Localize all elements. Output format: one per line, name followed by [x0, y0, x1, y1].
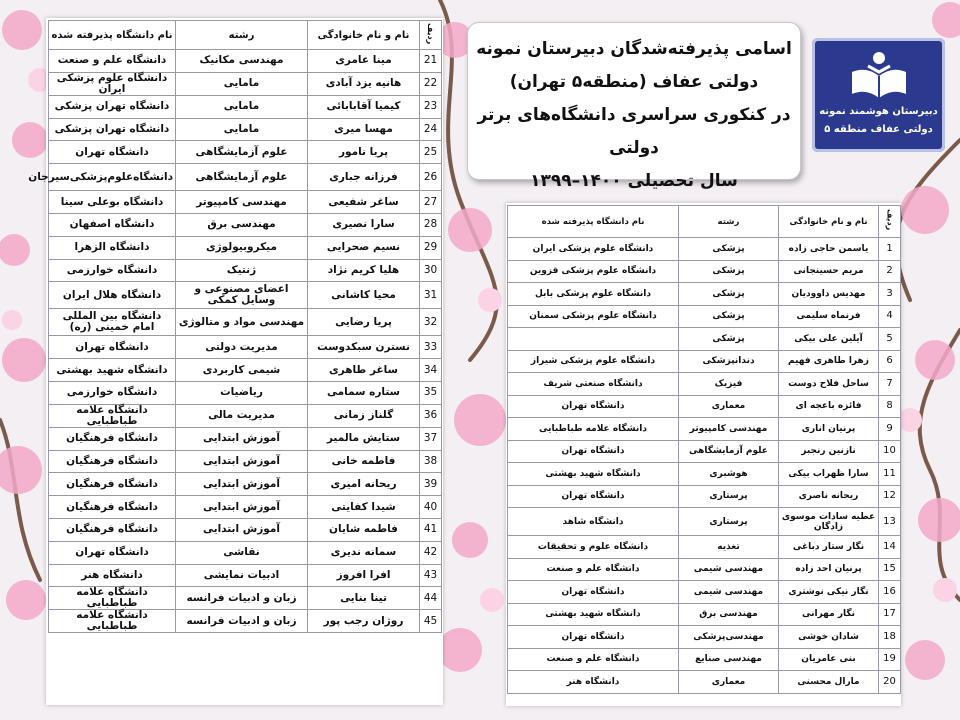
- table-row: [49, 72, 442, 95]
- title-line-2: دولتی عفاف (منطقه۵ تهران): [509, 72, 759, 92]
- row-number-cell: 6: [879, 350, 901, 373]
- university-cell: دانشگاه علوم پزشکی سمنان: [508, 305, 679, 328]
- university-cell: دانشگاه‌علوم‌پزشکی‌سیرجان: [49, 164, 176, 191]
- row-number-cell: 36: [420, 404, 442, 427]
- student-name-cell: فاطمه شایان: [308, 518, 420, 541]
- row-number-cell: 26: [420, 164, 442, 191]
- table-row: [508, 350, 901, 373]
- student-name-cell: نگار ستار دباغی: [779, 536, 879, 559]
- row-number-cell: 28: [420, 213, 442, 236]
- page-title-box: [467, 22, 801, 191]
- table-row: [508, 671, 901, 694]
- row-number-cell: 11: [879, 463, 901, 486]
- student-name-cell: سمانه ندیری: [308, 541, 420, 564]
- field-cell: دندانپزشکی: [679, 350, 779, 373]
- field-cell: معماری: [679, 395, 779, 418]
- field-cell: آموزش ابتدایی: [176, 473, 308, 496]
- student-name-cell: ریحانه ناصری: [779, 485, 879, 508]
- student-name-cell: عطیه سادات موسوی زادگان: [779, 508, 879, 536]
- table-row: [49, 496, 442, 519]
- university-cell: دانشگاه علامه طباطبایی: [49, 587, 176, 610]
- field-cell: مهندسی‌پزشکی: [679, 626, 779, 649]
- student-name-cell: محیا کاشانی: [308, 282, 420, 309]
- row-number-cell: 31: [420, 282, 442, 309]
- field-cell: هوشبری: [679, 463, 779, 486]
- table-row: [508, 536, 901, 559]
- row-number-cell: 41: [420, 518, 442, 541]
- university-cell: دانشگاه تهران پزشکی: [49, 95, 176, 118]
- student-name-cell: مریم حسینجانی: [779, 260, 879, 283]
- university-cell: دانشگاه فرهنگیان: [49, 496, 176, 519]
- row-number-cell: 19: [879, 648, 901, 671]
- university-cell: دانشگاه تهران: [49, 336, 176, 359]
- field-cell: شیمی کاربردی: [176, 359, 308, 382]
- university-cell: دانشگاه شهید بهشتی: [508, 603, 679, 626]
- table-header-row: [508, 206, 901, 238]
- student-name-cell: ستاره سمامی: [308, 381, 420, 404]
- student-name-cell: ساغر طاهری: [308, 359, 420, 382]
- table-row: [49, 381, 442, 404]
- table-row: [508, 648, 901, 671]
- field-cell: ریاضیات: [176, 381, 308, 404]
- row-number-cell: 10: [879, 440, 901, 463]
- row-number-cell: 30: [420, 259, 442, 282]
- table-row: [508, 558, 901, 581]
- row-number-cell: 29: [420, 236, 442, 259]
- table-row: [49, 404, 442, 427]
- field-cell: مدیریت مالی: [176, 404, 308, 427]
- student-name-cell: نگار مهرانی: [779, 603, 879, 626]
- university-cell: دانشگاه علوم پزشکی ایران: [49, 72, 176, 95]
- field-cell: زبان و ادبیات فرانسه: [176, 587, 308, 610]
- field-cell: مهندسی کامپیوتر: [176, 191, 308, 214]
- university-cell: دانشگاه علوم پزشکی بابل: [508, 283, 679, 306]
- row-number-cell: 32: [420, 309, 442, 336]
- row-number-cell: 34: [420, 359, 442, 382]
- student-name-cell: مینا عامری: [308, 50, 420, 73]
- table-row: [508, 508, 901, 536]
- row-number-cell: 3: [879, 283, 901, 306]
- field-cell: مهندسی برق: [679, 603, 779, 626]
- row-number-cell: 8: [879, 395, 901, 418]
- row-number-cell: 25: [420, 141, 442, 164]
- field-cell: نقاشی: [176, 541, 308, 564]
- student-name-cell: بنی عامریان: [779, 648, 879, 671]
- row-number-cell: 40: [420, 496, 442, 519]
- student-name-cell: تینا بنایی: [308, 587, 420, 610]
- row-number-cell: 27: [420, 191, 442, 214]
- row-number-cell: 38: [420, 450, 442, 473]
- field-cell: ادبیات نمایشی: [176, 564, 308, 587]
- field-cell: آموزش ابتدایی: [176, 518, 308, 541]
- student-name-cell: پرنیان اناری: [779, 418, 879, 441]
- table-row: [49, 50, 442, 73]
- field-cell: پرستاری: [679, 508, 779, 536]
- student-name-cell: ستایش مالمیر: [308, 427, 420, 450]
- student-name-cell: فائزه باعجه ای: [779, 395, 879, 418]
- table-row: [49, 141, 442, 164]
- field-cell: مدیریت دولتی: [176, 336, 308, 359]
- field-cell: پزشکی: [679, 238, 779, 261]
- university-cell: دانشگاه تهران: [49, 141, 176, 164]
- table-row: [49, 587, 442, 610]
- table-row: [49, 473, 442, 496]
- field-cell: علوم آزمایشگاهی: [176, 164, 308, 191]
- university-cell: دانشگاه تهران: [49, 541, 176, 564]
- row-number-cell: 24: [420, 118, 442, 141]
- student-name-cell: کیمیا آقابابائی: [308, 95, 420, 118]
- field-cell: زبان و ادبیات فرانسه: [176, 610, 308, 633]
- field-cell: پزشکی: [679, 328, 779, 351]
- student-name-cell: فرنماه سلیمی: [779, 305, 879, 328]
- university-cell: دانشگاه صنعتی شریف: [508, 373, 679, 396]
- field-cell: پرستاری: [679, 485, 779, 508]
- header-field: رشته: [679, 206, 779, 238]
- student-name-cell: نسیم صحرایی: [308, 236, 420, 259]
- row-number-cell: 2: [879, 260, 901, 283]
- university-cell: دانشگاه تهران: [508, 626, 679, 649]
- table-row: [49, 118, 442, 141]
- row-number-cell: 42: [420, 541, 442, 564]
- row-number-cell: 33: [420, 336, 442, 359]
- table-header-row: [49, 21, 442, 50]
- table-row: [508, 283, 901, 306]
- table-row: [49, 213, 442, 236]
- header-field: رشته: [176, 21, 308, 50]
- row-number-cell: 14: [879, 536, 901, 559]
- field-cell: مامایی: [176, 95, 308, 118]
- student-name-cell: آیلین علی بیکی: [779, 328, 879, 351]
- field-cell: آموزش ابتدایی: [176, 450, 308, 473]
- university-cell: دانشگاه علوم پزشکی شیراز: [508, 350, 679, 373]
- university-cell: دانشگاه علامه طباطبایی: [508, 418, 679, 441]
- field-cell: علوم آزمایشگاهی: [176, 141, 308, 164]
- row-number-cell: 4: [879, 305, 901, 328]
- field-cell: مامایی: [176, 118, 308, 141]
- table-row: [49, 564, 442, 587]
- table-row: [49, 541, 442, 564]
- header-university: نام دانشگاه پذیرفته شده: [49, 21, 176, 50]
- student-name-cell: پریا نامور: [308, 141, 420, 164]
- field-cell: آموزش ابتدایی: [176, 496, 308, 519]
- university-cell: دانشگاه هنر: [508, 671, 679, 694]
- university-cell: دانشگاه فرهنگیان: [49, 518, 176, 541]
- admissions-table-right: [507, 205, 901, 694]
- university-cell: دانشگاه علامه طباطبایی: [49, 404, 176, 427]
- field-cell: فیزیک: [679, 373, 779, 396]
- table-row: [49, 164, 442, 191]
- university-cell: دانشگاه فرهنگیان: [49, 427, 176, 450]
- student-name-cell: هانیه یزد آبادی: [308, 72, 420, 95]
- university-cell: دانشگاه تهران: [508, 440, 679, 463]
- university-cell: دانشگاه شهید بهشتی: [49, 359, 176, 382]
- row-number-cell: 23: [420, 95, 442, 118]
- table-row: [508, 418, 901, 441]
- field-cell: علوم آزمایشگاهی: [679, 440, 779, 463]
- row-number-cell: 37: [420, 427, 442, 450]
- row-number-cell: 9: [879, 418, 901, 441]
- header-row-number: ردیف: [420, 21, 442, 50]
- student-name-cell: یاسمن حاجی زاده: [779, 238, 879, 261]
- title-line-4: سال تحصیلی ۱۴۰۰–۱۳۹۹: [530, 171, 738, 191]
- field-cell: معماری: [679, 671, 779, 694]
- university-cell: دانشگاه علم و صنعت: [49, 50, 176, 73]
- university-cell: دانشگاه تهران: [508, 581, 679, 604]
- header-name: نام و نام خانوادگی: [308, 21, 420, 50]
- table-row: [49, 236, 442, 259]
- row-number-cell: 13: [879, 508, 901, 536]
- table-row: [508, 328, 901, 351]
- table-row: [508, 238, 901, 261]
- logo-text-line-1: دبیرستان هوشمند نمونه: [819, 106, 938, 117]
- student-name-cell: سارا نصیری: [308, 213, 420, 236]
- table-row: [508, 260, 901, 283]
- header-university: نام دانشگاه پذیرفته شده: [508, 206, 679, 238]
- student-name-cell: روژان رجب پور: [308, 610, 420, 633]
- row-number-cell: 16: [879, 581, 901, 604]
- university-cell: دانشگاه هنر: [49, 564, 176, 587]
- student-name-cell: فرزانه جباری: [308, 164, 420, 191]
- field-cell: پزشکی: [679, 283, 779, 306]
- student-name-cell: گلناز زمانی: [308, 404, 420, 427]
- university-cell: [508, 328, 679, 351]
- student-name-cell: افرا افروز: [308, 564, 420, 587]
- row-number-cell: 12: [879, 485, 901, 508]
- university-cell: دانشگاه الزهرا: [49, 236, 176, 259]
- field-cell: آموزش ابتدایی: [176, 427, 308, 450]
- university-cell: دانشگاه خوارزمی: [49, 259, 176, 282]
- table-row: [508, 305, 901, 328]
- header-name: نام و نام خانوادگی: [779, 206, 879, 238]
- table-row: [508, 373, 901, 396]
- student-name-cell: هلیا کریم نژاد: [308, 259, 420, 282]
- university-cell: دانشگاه فرهنگیان: [49, 450, 176, 473]
- header-row-number: ردیف: [879, 206, 901, 238]
- university-cell: دانشگاه اصفهان: [49, 213, 176, 236]
- field-cell: میکروبیولوژی: [176, 236, 308, 259]
- student-name-cell: شیدا کفایتی: [308, 496, 420, 519]
- university-cell: دانشگاه خوارزمی: [49, 381, 176, 404]
- field-cell: اعضای مصنوعی و وسایل کمکی: [176, 282, 308, 309]
- university-cell: دانشگاه علم و صنعت: [508, 558, 679, 581]
- table-row: [508, 440, 901, 463]
- logo-text-line-2: دولتی عفاف منطقه ۵: [824, 124, 933, 135]
- field-cell: مهندسی شیمی: [679, 581, 779, 604]
- university-cell: دانشگاه علم و صنعت: [508, 648, 679, 671]
- row-number-cell: 43: [420, 564, 442, 587]
- table-row: [49, 427, 442, 450]
- table-row: [49, 336, 442, 359]
- field-cell: مهندسی صنایع: [679, 648, 779, 671]
- student-name-cell: شادان خوشی: [779, 626, 879, 649]
- university-cell: دانشگاه تهران: [508, 485, 679, 508]
- university-cell: دانشگاه شهید بهشتی: [508, 463, 679, 486]
- field-cell: ژنتیک: [176, 259, 308, 282]
- university-cell: دانشگاه فرهنگیان: [49, 473, 176, 496]
- title-line-3: در کنکوری سراسری دانشگاه‌های برتر دولتی: [477, 105, 791, 158]
- university-cell: دانشگاه تهران پزشکی: [49, 118, 176, 141]
- student-name-cell: نسترن سبکدوست: [308, 336, 420, 359]
- row-number-cell: 39: [420, 473, 442, 496]
- field-cell: تغذیه: [679, 536, 779, 559]
- table-row: [49, 309, 442, 336]
- field-cell: مامایی: [176, 72, 308, 95]
- university-cell: دانشگاه هلال ایران: [49, 282, 176, 309]
- table-row: [49, 610, 442, 633]
- row-number-cell: 20: [879, 671, 901, 694]
- field-cell: مهندسی مواد و متالوژی: [176, 309, 308, 336]
- row-number-cell: 18: [879, 626, 901, 649]
- open-book-icon: [848, 50, 910, 100]
- table-row: [49, 359, 442, 382]
- table-row: [49, 450, 442, 473]
- row-number-cell: 17: [879, 603, 901, 626]
- school-logo: [812, 38, 945, 152]
- student-name-cell: ساغر شفیعی: [308, 191, 420, 214]
- field-cell: مهندسی برق: [176, 213, 308, 236]
- table-row: [508, 581, 901, 604]
- row-number-cell: 35: [420, 381, 442, 404]
- student-name-cell: فاطمه خانی: [308, 450, 420, 473]
- table-row: [49, 191, 442, 214]
- table-row: [49, 282, 442, 309]
- student-name-cell: سارا ظهراب بیکی: [779, 463, 879, 486]
- university-cell: دانشگاه علوم پزشکی قزوین: [508, 260, 679, 283]
- university-cell: دانشگاه بوعلی سینا: [49, 191, 176, 214]
- table-row: [508, 626, 901, 649]
- table-row: [508, 485, 901, 508]
- row-number-cell: 1: [879, 238, 901, 261]
- row-number-cell: 7: [879, 373, 901, 396]
- field-cell: پزشکی: [679, 305, 779, 328]
- student-name-cell: زهرا طاهری فهیم: [779, 350, 879, 373]
- table-row: [49, 95, 442, 118]
- student-name-cell: مارال محسنی: [779, 671, 879, 694]
- university-cell: دانشگاه علوم پزشکی ایران: [508, 238, 679, 261]
- table-row: [49, 259, 442, 282]
- table-row: [508, 395, 901, 418]
- student-name-cell: نازنین رنجبر: [779, 440, 879, 463]
- student-name-cell: مهدیس داوودیان: [779, 283, 879, 306]
- field-cell: پزشکی: [679, 260, 779, 283]
- university-cell: دانشگاه شاهد: [508, 508, 679, 536]
- student-name-cell: ریحانه امیری: [308, 473, 420, 496]
- row-number-cell: 5: [879, 328, 901, 351]
- field-cell: مهندسی شیمی: [679, 558, 779, 581]
- title-line-1: اسامی پذیرفته‌شدگان دبیرستان نمونه: [476, 39, 792, 59]
- row-number-cell: 21: [420, 50, 442, 73]
- row-number-cell: 45: [420, 610, 442, 633]
- student-name-cell: پرنیان احد زاده: [779, 558, 879, 581]
- row-number-cell: 15: [879, 558, 901, 581]
- student-name-cell: ساحل فلاح دوست: [779, 373, 879, 396]
- table-row: [49, 518, 442, 541]
- field-cell: مهندسی مکانیک: [176, 50, 308, 73]
- university-cell: دانشگاه بین المللی امام خمینی (ره): [49, 309, 176, 336]
- student-name-cell: نگار نیکی نوشتری: [779, 581, 879, 604]
- student-name-cell: مهسا میری: [308, 118, 420, 141]
- university-cell: دانشگاه علامه طباطبایی: [49, 610, 176, 633]
- field-cell: مهندسی کامپیوتر: [679, 418, 779, 441]
- table-row: [508, 463, 901, 486]
- university-cell: دانشگاه علوم و تحقیقات: [508, 536, 679, 559]
- student-name-cell: پریا رضایی: [308, 309, 420, 336]
- admissions-table-left: [28, 20, 442, 633]
- row-number-cell: 22: [420, 72, 442, 95]
- university-cell: دانشگاه تهران: [508, 395, 679, 418]
- row-number-cell: 44: [420, 587, 442, 610]
- table-row: [508, 603, 901, 626]
